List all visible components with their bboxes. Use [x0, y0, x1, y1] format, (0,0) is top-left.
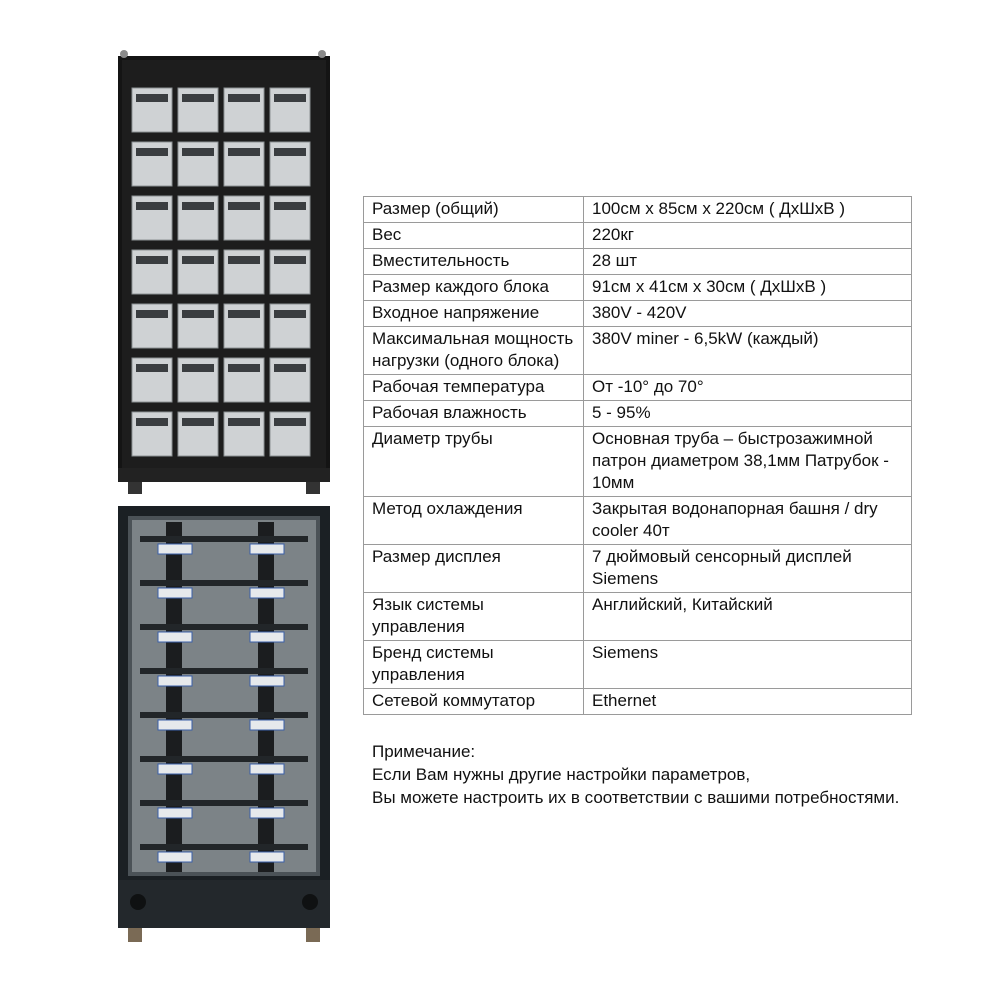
spec-row [364, 641, 912, 689]
coolant-pipe [140, 536, 308, 542]
spec-key: Бренд системы управления [364, 641, 584, 689]
spec-value: 100см х 85см х 220см ( ДхШхВ ) [584, 197, 912, 223]
spec-key: Диаметр трубы [364, 427, 584, 497]
spec-key: Максимальная мощность нагрузки (одного блока) [364, 327, 584, 375]
spec-row [364, 327, 912, 375]
spec-row [364, 375, 912, 401]
spec-row [364, 223, 912, 249]
spec-row [364, 275, 912, 301]
spec-key: Вместительность [364, 249, 584, 275]
coolant-pipe [140, 800, 308, 806]
spec-row [364, 545, 912, 593]
spec-row [364, 197, 912, 223]
spec-value: 5 - 95% [584, 401, 912, 427]
coolant-pipe [140, 844, 308, 850]
cabinet-back-photo [118, 506, 330, 946]
spec-value: Ethernet [584, 689, 912, 715]
specifications-table [363, 196, 912, 715]
spec-key: Метод охлаждения [364, 497, 584, 545]
spec-value: 91см х 41см х 30см ( ДхШхВ ) [584, 275, 912, 301]
note-line-1: Если Вам нужны другие настройки параметров, [372, 765, 751, 784]
spec-key: Размер каждого блока [364, 275, 584, 301]
spec-key: Размер дисплея [364, 545, 584, 593]
spec-row [364, 427, 912, 497]
spec-key: Вес [364, 223, 584, 249]
spec-row [364, 689, 912, 715]
spec-key: Рабочая температура [364, 375, 584, 401]
spec-row [364, 593, 912, 641]
spec-value: Siemens [584, 641, 912, 689]
spec-value: Закрытая водонапорная башня / dry cooler 40т [584, 497, 912, 545]
spec-key: Входное напряжение [364, 301, 584, 327]
spec-key: Рабочая влажность [364, 401, 584, 427]
note-line-2: Вы можете настроить их в соответствии с вашими потребностями. [372, 788, 900, 807]
spec-key: Язык системы управления [364, 593, 584, 641]
spec-value: Английский, Китайский [584, 593, 912, 641]
spec-key: Сетевой коммутатор [364, 689, 584, 715]
spec-row [364, 301, 912, 327]
spec-value: 380V miner - 6,5kW (каждый) [584, 327, 912, 375]
coolant-pipe [140, 712, 308, 718]
spec-row [364, 249, 912, 275]
coolant-pipe [140, 580, 308, 586]
spec-value: Основная труба – быстрозажимной патрон диаметром 38,1мм Патрубок - 10мм [584, 427, 912, 497]
spec-row [364, 401, 912, 427]
spec-value: 28 шт [584, 249, 912, 275]
coolant-pipe [140, 668, 308, 674]
note-title: Примечание: [372, 742, 476, 761]
spec-value: 220кг [584, 223, 912, 249]
spec-key: Размер (общий) [364, 197, 584, 223]
coolant-pipe [140, 756, 308, 762]
note-block [372, 740, 899, 809]
spec-value: 7 дюймовый сенсорный дисплей Siemens [584, 545, 912, 593]
spec-row [364, 497, 912, 545]
spec-value: От -10° до 70° [584, 375, 912, 401]
coolant-pipe [140, 624, 308, 630]
cabinet-front-photo [118, 48, 330, 500]
spec-value: 380V - 420V [584, 301, 912, 327]
